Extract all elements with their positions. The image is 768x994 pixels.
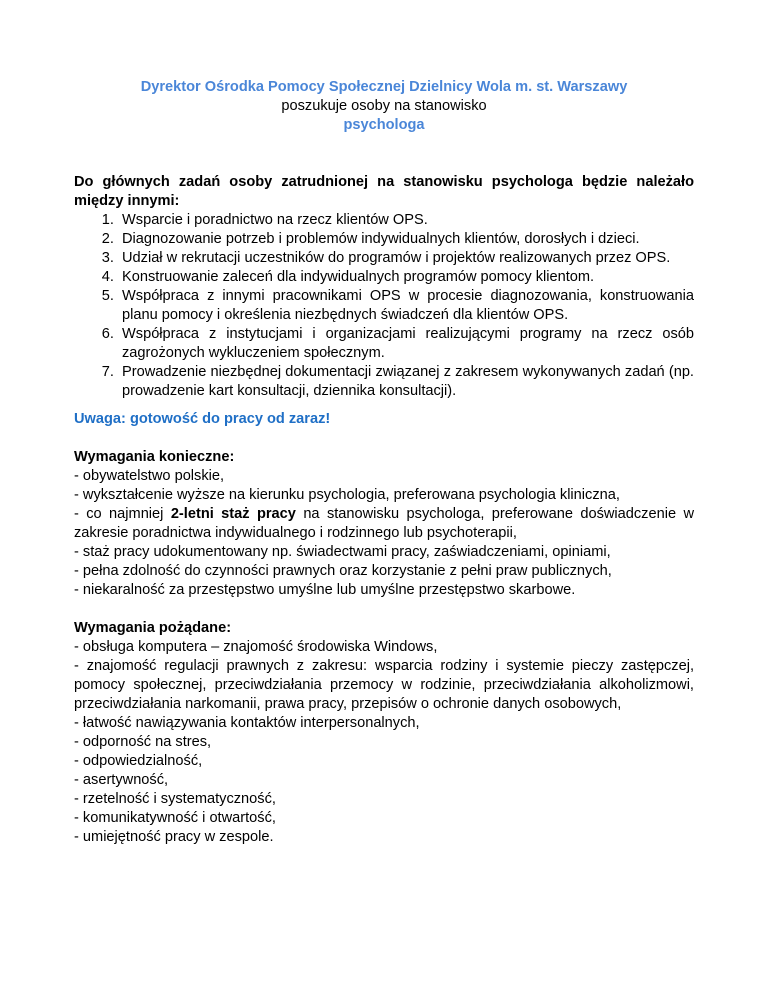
- desired-item: - odporność na stres,: [74, 734, 212, 750]
- duty-item: 4. Konstruowanie zaleceń dla indywidualnych programów pomocy klientom.: [118, 268, 694, 287]
- desired-item: - umiejętność pracy w zespole.: [74, 829, 274, 845]
- desired-item: - komunikatywność i otwartość,: [74, 810, 276, 826]
- posting-header: [74, 78, 694, 135]
- duty-item: 2. Diagnozowanie potrzeb i problemów indywidualnych klientów, dorosłych i dzieci.: [118, 230, 694, 249]
- duty-item: 5. Współpraca z innymi pracownikami OPS w procesie diagnozowania, konstruowania planu pomocy i określenia niezbędnych świadczeń dla klientów OPS.: [118, 287, 694, 325]
- employer-title: Dyrektor Ośrodka Pomocy Społecznej Dzielnicy Wola m. st. Warszawy: [140, 79, 628, 95]
- required-item: - pełna zdolność do czynności prawnych oraz korzystanie z pełni praw publicznych,: [74, 563, 612, 579]
- required-item-prefix: - co najmniej: [74, 506, 171, 522]
- desired-list: [74, 638, 694, 847]
- desired-item: - rzetelność i systematyczność,: [74, 791, 276, 807]
- desired-item: - odpowiedzialność,: [74, 753, 203, 769]
- required-item: - staż pracy udokumentowany np. świadectwami pracy, zaświadczeniami, opiniami,: [74, 544, 611, 560]
- duty-item: 1. Wsparcie i poradnictwo na rzecz klientów OPS.: [118, 211, 694, 230]
- job-posting-document: [74, 78, 694, 847]
- duty-item: 3. Udział w rekrutacji uczestników do programów i projektów realizowanych przez OPS.: [118, 249, 694, 268]
- required-item-suffix: na stanowisku psychologa, preferowane doświadczenie w zakresie poradnictwa indywidualnego i rodzinnego lub psychoterapii,: [74, 506, 694, 541]
- required-item: - wykształcenie wyższe na kierunku psychologia, preferowana psychologia kliniczna,: [74, 487, 620, 503]
- position-title: psychologa: [343, 117, 425, 133]
- desired-item: - znajomość regulacji prawnych z zakresu: wsparcia rodziny i systemie pieczy zastępczej, pomocy społecznej, przeciwdziałania przemocy w rodzinie, przeciwdziałania alkoholizmowi, przeciwdziałania narkomanii, prawa pracy, przepisów o ochronie danych osobowych,: [74, 658, 694, 712]
- posting-subtitle: poszukuje osoby na stanowisko: [281, 98, 487, 114]
- desired-item: - asertywność,: [74, 772, 169, 788]
- required-list: [74, 467, 694, 600]
- required-title: Wymagania konieczne:: [74, 449, 235, 465]
- required-item: - niekaralność za przestępstwo umyślne lub umyślne przestępstwo skarbowe.: [74, 582, 576, 598]
- desired-title: Wymagania pożądane:: [74, 620, 232, 636]
- required-item-experience: [74, 505, 694, 543]
- desired-item: - obsługa komputera – znajomość środowiska Windows,: [74, 639, 438, 655]
- required-item: - obywatelstwo polskie,: [74, 468, 225, 484]
- availability-notice: Uwaga: gotowość do pracy od zaraz!: [74, 411, 331, 427]
- duty-item: 6. Współpraca z instytucjami i organizacjami realizującymi programy na rzecz osób zagrożonych wykluczeniem społecznym.: [118, 325, 694, 363]
- desired-item: - łatwość nawiązywania kontaktów interpersonalnych,: [74, 715, 420, 731]
- duties-intro: Do głównych zadań osoby zatrudnionej na stanowisku psychologa będzie należało między innymi:: [74, 174, 694, 209]
- duties-list: [74, 211, 694, 401]
- required-experience-bold: 2-letni staż pracy: [170, 506, 296, 522]
- duty-item: 7. Prowadzenie niezbędnej dokumentacji związanej z zakresem wykonywanych zadań (np. prowadzenie kart konsultacji, dziennika konsultacji).: [118, 363, 694, 401]
